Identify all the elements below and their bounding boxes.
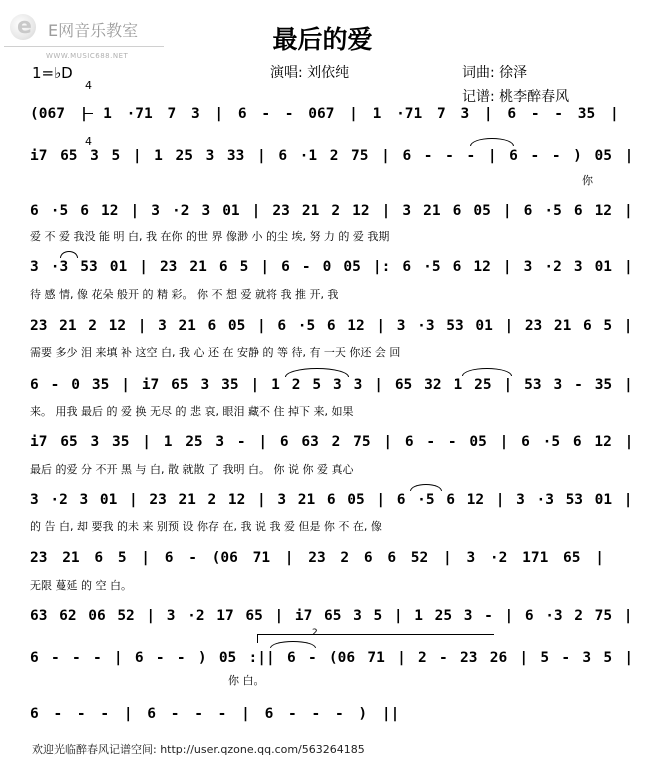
footer-credit: 欢迎光临醉春风记谱空间: http://user.qzone.qq.com/563264185 [32, 743, 365, 756]
notation-row: i7 65 3 35 | 1 25 3 - | 6 63 2 75 | 6 - - 05 | 6 ·5 6 12 | [30, 434, 634, 450]
notation-row: 3 ·2 3 01 | 23 21 2 12 | 3 21 6 05 | 6 ·5 6 12 | 3 ·3 53 01 | [30, 492, 633, 508]
notation-row: 23 21 6 5 | 6 - (06 71 | 23 2 6 6 52 | 3 ·2 171 65 | [30, 550, 604, 566]
volta-number: 2 [312, 628, 318, 638]
site-url: WWW.MUSIC688.NET [46, 52, 129, 60]
performer: 演唱: 刘依纯 [270, 65, 350, 81]
lyric-row: 的 告 白, 却 要我 的未 来 别预 设 你存 在, 我 说 我 爱 但是 你 不 在, 像 [30, 520, 382, 533]
e-letter-glyph: e [17, 14, 32, 39]
time-signature-top: 4 [85, 79, 92, 92]
notation-row: i7 65 3 5 | 1 25 3 33 | 6 ·1 2 75 | 6 - - - | 6 - - ) 05 | [30, 148, 634, 164]
lyric-row: 无限 蔓延 的 空 白。 [30, 579, 132, 592]
site-name: E网音乐教室 [48, 21, 139, 40]
composer: 词曲: 徐泽 [462, 65, 528, 81]
slur-mark [285, 368, 349, 377]
key-signature: 1=♭D [32, 64, 73, 82]
lyric-row: 来。 用我 最后 的 爱 换 无尽 的 悲 哀, 眼泪 藏不 住 掉下 来, 如果 [30, 405, 354, 418]
notation-row: 23 21 2 12 | 3 21 6 05 | 6 ·5 6 12 | 3 ·3 53 01 | 23 21 6 5 | [30, 318, 633, 334]
lyric-row: 待 感 情, 像 花朵 般开 的 精 彩。 你 不 想 爱 就将 我 推 开, 我 [30, 288, 339, 301]
notation-row: 6 ·5 6 12 | 3 ·2 3 01 | 23 21 2 12 | 3 21 6 05 | 6 ·5 6 12 | [30, 203, 633, 219]
transcriber: 记谱: 桃李醉春风 [462, 89, 570, 105]
time-signature-bottom: 4 [85, 135, 92, 148]
song-title: 最后的爱 [272, 25, 373, 54]
lyric-row: 最后 的爱 分 不开 黑 与 白, 散 就散 了 我明 白。 你 说 你 爱 真心 [30, 463, 354, 476]
slur-mark [410, 484, 442, 491]
lyric-row: 你 [582, 174, 593, 187]
notation-row: (067 | 1 ·71 7 3 | 6 - - 067 | 1 ·71 7 3 | 6 - - 35 | [30, 106, 619, 122]
lyric-row: 你 白。 [228, 674, 265, 687]
slur-mark [270, 641, 316, 648]
notation-row: 3 ·3 53 01 | 23 21 6 5 | 6 - 0 05 |: 6 ·5 6 12 | 3 ·2 3 01 | [30, 259, 633, 275]
slur-mark [60, 251, 78, 258]
notation-row: 6 - 0 35 | i7 65 3 35 | 1 2 5 3 3 | 65 32 1 25 | 53 3 - 35 | [30, 377, 633, 393]
slur-mark [462, 368, 512, 376]
slur-mark [470, 138, 514, 146]
lyric-row: 爱 不 爱 我没 能 明 白, 我 在你 的世 界 像渺 小 的尘 埃, 努 力 的 爱 我期 [30, 230, 390, 243]
notation-row: 63 62 06 52 | 3 ·2 17 65 | i7 65 3 5 | 1 25 3 - | 6 ·3 2 75 | [30, 608, 633, 624]
lyric-row: 需要 多少 泪 来填 补 这空 白, 我 心 还 在 安静 的 等 待, 有 一天 你还 会 回 [30, 346, 401, 359]
notation-row: 6 - - - | 6 - - ) 05 :|| 6 - (06 71 | 2 - 23 26 | 5 - 3 5 | [30, 650, 634, 666]
notation-row: 6 - - - | 6 - - - | 6 - - - ) || [30, 706, 400, 722]
